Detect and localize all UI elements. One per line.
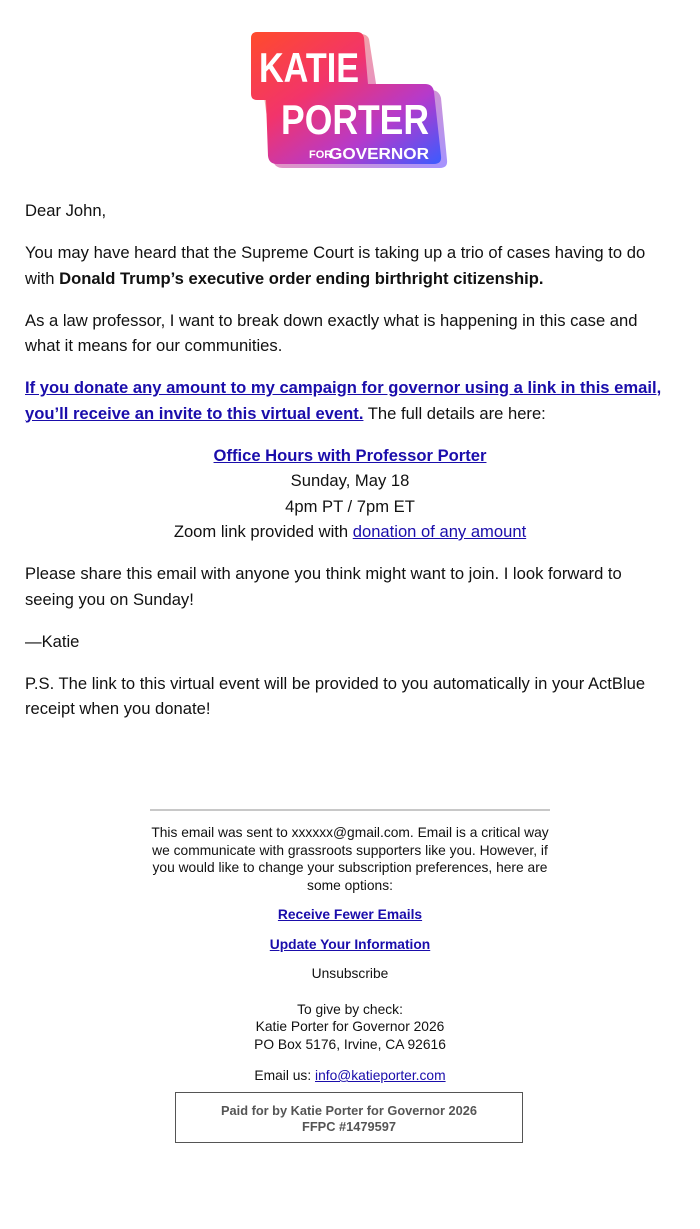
logo-graphic bbox=[249, 32, 451, 170]
update-information-link[interactable]: Update Your Information bbox=[269, 936, 431, 952]
footer-notice: This email was sent to xxxxxx@gmail.com. Email is a critical way we communicate with grassroots supporters like you. However, if you would like to change your subscription preferences, here are some options: bbox=[151, 825, 549, 893]
logo-line-porter: PORTER bbox=[281, 96, 429, 143]
logo-line-katie: KATIE bbox=[259, 44, 359, 91]
footer bbox=[150, 824, 550, 1097]
ffpc-number: FFPC #1479597 bbox=[302, 1119, 396, 1134]
event-details bbox=[25, 443, 675, 545]
check-heading: To give by check: bbox=[297, 1001, 403, 1017]
footer-divider bbox=[150, 809, 550, 811]
event-zoom bbox=[25, 519, 675, 545]
email-us bbox=[150, 1067, 550, 1085]
unsubscribe-link[interactable]: Unsubscribe bbox=[311, 966, 389, 981]
zoom-prefix: Zoom link provided with bbox=[173, 522, 353, 541]
donation-link[interactable]: donation of any amount bbox=[352, 522, 527, 541]
email-prefix: Email us: bbox=[254, 1068, 315, 1083]
logo-line-governor: GOVERNOR bbox=[329, 146, 430, 163]
signoff: —Katie bbox=[25, 631, 80, 651]
katie-porter-logo bbox=[249, 32, 451, 170]
contact-email-link[interactable]: info@katieporter.com bbox=[315, 1068, 446, 1083]
event-title-link[interactable]: Office Hours with Professor Porter bbox=[213, 445, 487, 465]
donate-rest-text: The full details are here: bbox=[363, 403, 546, 423]
event-time: 4pm PT / 7pm ET bbox=[285, 496, 415, 516]
donate-invite-link[interactable]: If you donate any amount to my campaign for governor using a link in this email, you’ll receive an invite to this virtual event. bbox=[25, 378, 662, 423]
paragraph-law-professor: As a law professor, I want to break down exactly what is happening in this case and what it means for our communities. bbox=[25, 310, 638, 355]
postscript: P.S. The link to this virtual event will be provided to you automatically in your ActBlue receipt when you donate! bbox=[25, 673, 646, 718]
check-address: PO Box 5176, Irvine, CA 92616 bbox=[254, 1036, 446, 1052]
paid-for-line: Paid for by Katie Porter for Governor 2026 bbox=[220, 1103, 477, 1118]
logo-line-for: FOR bbox=[309, 149, 333, 161]
paragraph-intro bbox=[25, 240, 675, 291]
paid-for-disclaimer bbox=[175, 1092, 523, 1143]
event-date: Sunday, May 18 bbox=[290, 471, 410, 490]
intro-text: You may have heard that the Supreme Court is taking up a trio of cases having to do with bbox=[25, 243, 646, 288]
email-body bbox=[25, 198, 675, 738]
paragraph-share: Please share this email with anyone you think might want to join. I look forward to seeing you on Sunday! bbox=[25, 564, 622, 609]
receive-fewer-emails-link[interactable]: Receive Fewer Emails bbox=[277, 907, 423, 922]
check-info bbox=[150, 1001, 550, 1054]
intro-bold-text: Donald Trump’s executive order ending birthright citizenship. bbox=[59, 268, 544, 288]
check-name: Katie Porter for Governor 2026 bbox=[255, 1019, 445, 1034]
paragraph-donate bbox=[25, 375, 675, 426]
greeting: Dear John, bbox=[25, 201, 107, 220]
